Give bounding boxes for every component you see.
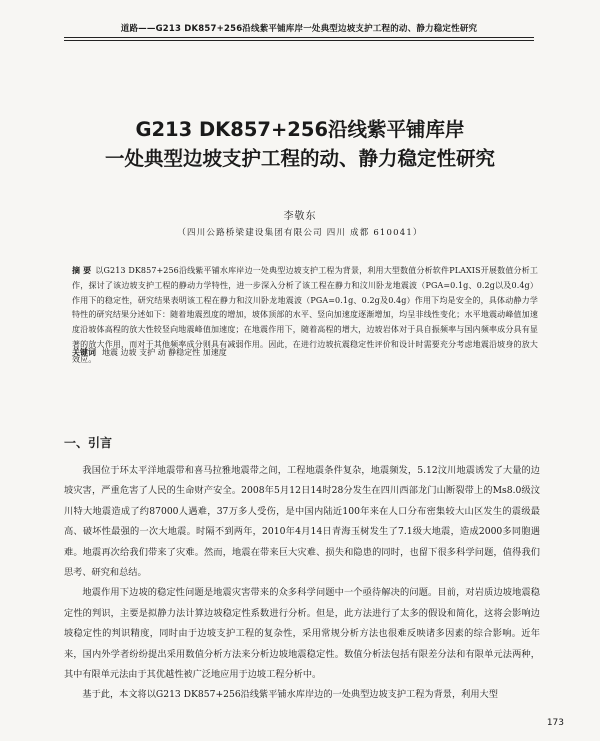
page-number: 173 <box>546 718 564 728</box>
running-header: 道路——G213 DK857+256沿线紫平铺库岸一处典型边坡支护工程的动、静力稳定性研究 <box>64 22 534 38</box>
paper-title-line2: 一处典型边坡支护工程的动、静力稳定性研究 <box>104 147 495 170</box>
section-body <box>64 461 540 706</box>
section-heading: 一、引言 <box>64 436 113 450</box>
abstract-label: 摘 要 <box>72 266 92 275</box>
keywords <box>72 347 538 358</box>
paragraph: 我国位于环太平洋地震带和喜马拉雅地震带之间，工程地震条件复杂，地震频发，5.12汶川地震诱发了大量的边坡灾害，严重危害了人民的生命财产安全。2008年5月12日14时28分发生在四川西部龙门山断裂带上的Ms8.0级汶川特大地震造成了约87000人遇难，37万多人受伤，是中国内陆近100年来在人口分布密集较大山区发生的震级最高、破坏性最强的一次大地震。时隔不到两年，2010年4月14日青海玉树发生了7.1级大地震，造成2000多同胞遇难。地震再次给我们带来了灾难。然而，地震在带来巨大灾难、损失和隐患的同时，也留下很多科学问题，值得我们思考、研究和总结。 <box>64 465 540 579</box>
paragraph: 地震作用下边坡的稳定性问题是地震灾害带来的众多科学问题中一个亟待解决的问题。目前，对岩质边坡地震稳定性的判识，主要是拟静力法计算边坡稳定性系数进行分析。但是，此方法进行了太多的假设和简化，这将会影响边坡稳定性的判识精度，同时由于边坡支护工程的复杂性，采用常规分析方法也很难反映诸多因素的综合影响。近年来，国内外学者纷纷提出采用数值分析方法来分析边坡地震稳定性。数值分析法包括有限差分法和有限单元法两种，其中有限单元法由于其优越性被广泛地应用于边坡工程分析中。 <box>64 587 540 681</box>
author-name: 李敬东 <box>283 211 317 222</box>
keywords-items: 地震 边坡 支护 动 静稳定性 加速度 <box>102 348 227 357</box>
paragraph: 基于此，本文将以G213 DK857+256沿线紫平铺水库岸边的一处典型边坡支护工程为背景，利用大型 <box>82 689 498 701</box>
paper-title-line1: G213 DK857+256沿线紫平铺库岸 <box>135 118 465 141</box>
keywords-label: 关键词 <box>72 348 96 357</box>
author-affiliation: （四川公路桥梁建设集团有限公司 四川 成都 610041） <box>177 228 423 238</box>
abstract-text: 以G213 DK857+256沿线紫平铺水库岸边一处典型边坡支护工程为背景，利用大型数值分析软件PLAXIS开展数值分析工作，探讨了该边坡支护工程的静动力学特性，进一步深入分析了该工程在静力和汶川卧龙地震波（PGA=0.1g、0.2g以及0.4g）作用下的稳定性，研究结果表明该工程在静力和汶川卧龙地震波（PGA=0.1g、0.2g及0.4g）作用下均是安全的，具体动静力学特性的研究结果分述如下：随着地震烈度的增加，坡体顶部的水平、竖向加速度逐渐增加，均呈非线性变化；水平地震动峰值加速度沿坡体高程的放大性较竖向地震峰值加速度；在地震作用下，随着高程的增大，边坡岩体对于具自振频率与国内频率成分具有显著的放大作用，而对于其他频率成分则具有减弱作用。因此，在进行边坡抗震稳定性评价和设计时需要充分考虑地震沿坡身的放大效应。 <box>72 266 538 364</box>
